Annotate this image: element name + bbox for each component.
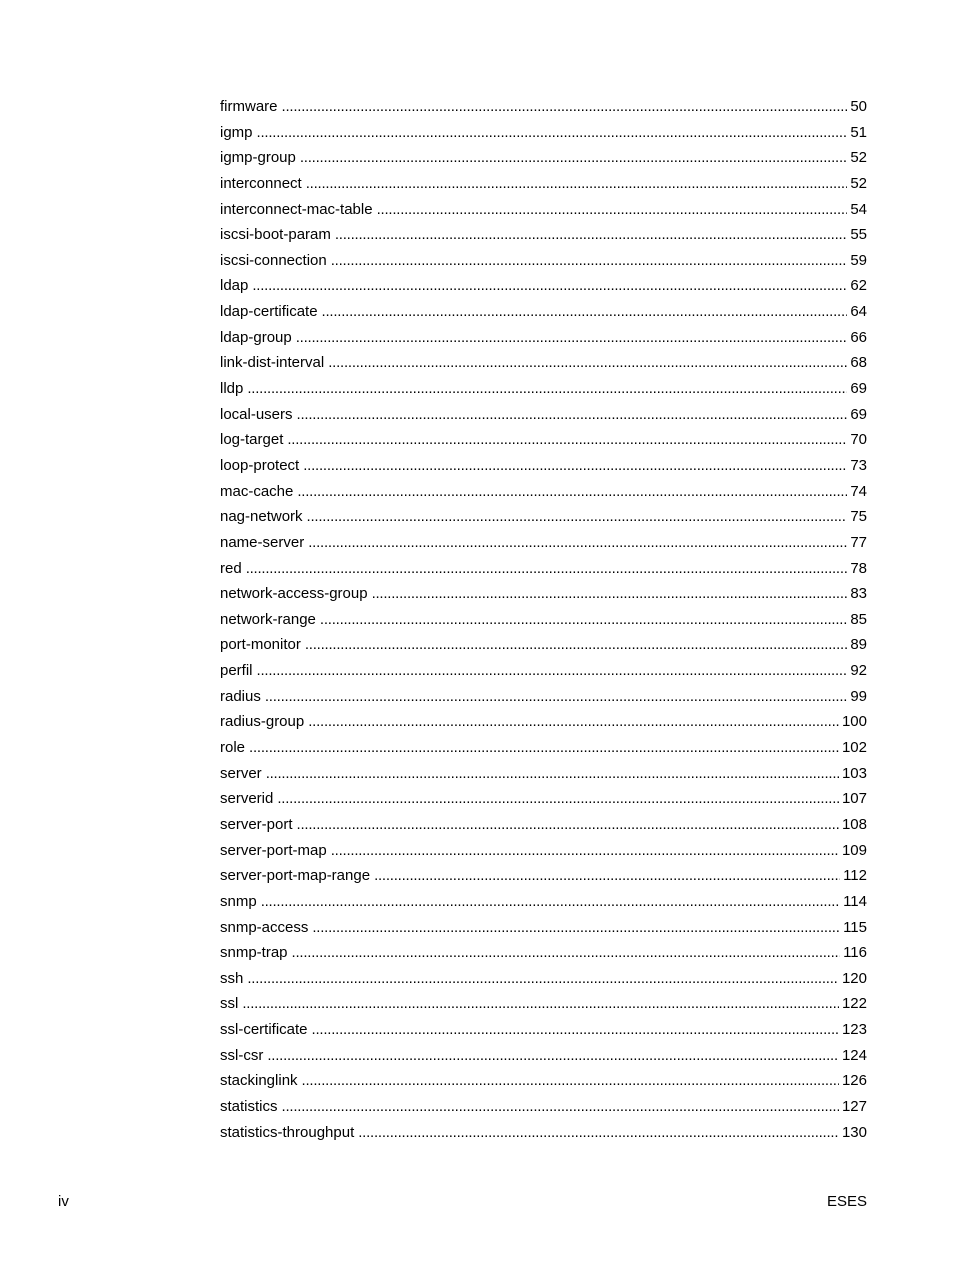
toc-entry-page-number[interactable]: 116 — [843, 944, 867, 962]
toc-entry-page-number[interactable]: 69 — [850, 380, 867, 398]
dot-leader — [308, 709, 839, 735]
dot-leader — [266, 761, 839, 787]
toc-entry-title[interactable]: mac-cache — [220, 482, 294, 500]
toc-entry[interactable] — [220, 427, 867, 453]
toc-entry-page-number[interactable]: 89 — [850, 636, 867, 654]
toc-entry[interactable] — [220, 402, 867, 428]
toc-entry-title[interactable]: server-port-map — [220, 841, 327, 859]
dot-leader — [297, 812, 839, 838]
dot-leader — [247, 966, 839, 992]
toc-entry-page-number[interactable]: 62 — [850, 277, 867, 295]
toc-entry-page-number[interactable]: 114 — [843, 892, 867, 910]
dot-leader — [306, 171, 848, 197]
toc-entry-page-number[interactable]: 64 — [850, 303, 867, 321]
toc-entry-page-number[interactable]: 100 — [841, 713, 867, 731]
toc-entry-page-number[interactable]: 85 — [850, 610, 867, 628]
toc-entry-title[interactable]: igmp — [220, 123, 253, 141]
dot-leader — [249, 735, 839, 761]
toc-entry[interactable] — [220, 350, 867, 376]
toc-entry-title[interactable]: ldap — [220, 277, 249, 295]
toc-entry-title[interactable]: ssl-csr — [220, 1046, 264, 1064]
toc-entry[interactable] — [220, 658, 867, 684]
toc-entry[interactable] — [220, 709, 867, 735]
toc-entry-title[interactable]: port-monitor — [220, 636, 301, 654]
toc-entry[interactable] — [220, 581, 867, 607]
dot-leader — [300, 145, 847, 171]
dot-leader — [307, 504, 848, 530]
toc-entry-title[interactable]: serverid — [220, 790, 274, 808]
dot-leader — [358, 1120, 839, 1146]
dot-leader — [377, 197, 848, 223]
toc-entry[interactable] — [220, 991, 867, 1017]
toc-entry-title[interactable]: snmp-trap — [220, 944, 288, 962]
toc-entry-page-number[interactable]: 52 — [850, 149, 867, 167]
dot-leader — [374, 863, 840, 889]
toc-entry-page-number[interactable]: 78 — [850, 559, 867, 577]
toc-entry-page-number[interactable]: 120 — [841, 969, 867, 987]
toc-entry[interactable] — [220, 248, 867, 274]
toc-entry-page-number[interactable]: 126 — [841, 1072, 867, 1090]
toc-entry-page-number[interactable]: 115 — [843, 918, 867, 936]
toc-entry-title[interactable]: ldap-certificate — [220, 303, 318, 321]
toc-entry-title[interactable]: firmware — [220, 98, 278, 115]
toc-entry-page-number[interactable]: 112 — [843, 867, 867, 885]
toc-entry[interactable] — [220, 453, 867, 479]
dot-leader — [247, 376, 847, 402]
dot-leader — [328, 350, 847, 376]
dot-leader — [257, 120, 848, 146]
toc-entry[interactable] — [220, 530, 867, 556]
toc-entry[interactable] — [220, 607, 867, 633]
toc-entry-title[interactable]: igmp-group — [220, 149, 296, 167]
toc-entry[interactable] — [220, 556, 867, 582]
toc-entry-title[interactable]: log-target — [220, 431, 284, 449]
toc-entry-page-number[interactable]: 51 — [850, 123, 867, 141]
toc-entry-page-number[interactable]: 50 — [850, 98, 867, 115]
toc-entry-title[interactable]: nag-network — [220, 508, 303, 526]
dot-leader — [312, 1017, 839, 1043]
toc-entry-title[interactable]: statistics-throughput — [220, 1123, 355, 1141]
toc-entry[interactable] — [220, 863, 867, 889]
toc-entry-page-number[interactable]: 68 — [850, 354, 867, 372]
dot-leader — [297, 479, 847, 505]
toc-entry[interactable] — [220, 1043, 867, 1069]
toc-entry-title[interactable]: loop-protect — [220, 456, 300, 474]
toc-entry-page-number[interactable]: 127 — [841, 1097, 867, 1115]
dot-leader — [372, 581, 848, 607]
toc-entry-page-number[interactable]: 66 — [850, 328, 867, 346]
dot-leader — [282, 1094, 839, 1120]
toc-entry[interactable] — [220, 120, 867, 146]
toc-entry[interactable] — [220, 171, 867, 197]
toc-entry-page-number[interactable]: 130 — [841, 1123, 867, 1141]
toc-entry-page-number[interactable]: 69 — [850, 405, 867, 423]
toc-entry-title[interactable]: radius-group — [220, 713, 305, 731]
toc-entry-title[interactable]: snmp — [220, 892, 257, 910]
toc-entry[interactable] — [220, 222, 867, 248]
footer-locale: ESES — [826, 1193, 867, 1210]
toc-entry[interactable] — [220, 812, 867, 838]
toc-entry-page-number[interactable]: 77 — [850, 533, 867, 551]
toc-entry[interactable] — [220, 684, 867, 710]
dot-leader — [335, 222, 847, 248]
dot-leader — [308, 530, 847, 556]
toc-entry-title[interactable]: local-users — [220, 405, 293, 423]
dot-leader — [322, 299, 848, 325]
dot-leader — [320, 607, 847, 633]
toc-entry-title[interactable]: interconnect — [220, 174, 302, 192]
dot-leader — [277, 786, 839, 812]
page-number: iv — [58, 1193, 69, 1210]
toc-entry-page-number[interactable]: 59 — [850, 251, 867, 269]
toc-entry-title[interactable]: ssl — [220, 995, 239, 1013]
toc-entry[interactable] — [220, 376, 867, 402]
toc-entry-title[interactable]: radius — [220, 687, 261, 705]
toc-entry-page-number[interactable]: 103 — [841, 764, 867, 782]
toc-entry-page-number[interactable]: 52 — [850, 174, 867, 192]
toc-entry-page-number[interactable]: 92 — [850, 662, 867, 680]
toc-entry-page-number[interactable]: 74 — [850, 482, 867, 500]
dot-leader — [252, 273, 847, 299]
toc-entry[interactable] — [220, 273, 867, 299]
toc-entry-title[interactable]: ssl-certificate — [220, 1021, 308, 1039]
toc-entry[interactable] — [220, 299, 867, 325]
dot-leader — [331, 838, 839, 864]
dot-leader — [312, 915, 840, 941]
toc-entry[interactable] — [220, 504, 867, 530]
toc-entry-page-number[interactable]: 108 — [841, 815, 867, 833]
toc-entry-title[interactable]: perfil — [220, 662, 253, 680]
table-of-contents — [220, 94, 867, 1145]
dot-leader — [297, 402, 848, 428]
toc-entry[interactable] — [220, 761, 867, 787]
toc-entry-title[interactable]: stackinglink — [220, 1072, 298, 1090]
toc-entry[interactable] — [220, 94, 867, 120]
toc-entry[interactable] — [220, 145, 867, 171]
toc-entry-page-number[interactable]: 124 — [841, 1046, 867, 1064]
toc-entry-page-number[interactable]: 102 — [841, 739, 867, 757]
toc-entry-page-number[interactable]: 70 — [850, 431, 867, 449]
toc-entry[interactable] — [220, 632, 867, 658]
toc-entry-title[interactable]: network-access-group — [220, 585, 368, 603]
toc-entry-title[interactable]: link-dist-interval — [220, 354, 325, 372]
toc-entry-title[interactable]: statistics — [220, 1097, 278, 1115]
toc-entry-title[interactable]: ldap-group — [220, 328, 292, 346]
toc-entry[interactable] — [220, 479, 867, 505]
toc-entry[interactable] — [220, 889, 867, 915]
toc-entry[interactable] — [220, 838, 867, 864]
toc-entry-title[interactable]: name-server — [220, 533, 305, 551]
toc-entry-title[interactable]: iscsi-boot-param — [220, 226, 331, 244]
toc-entry-page-number[interactable]: 122 — [841, 995, 867, 1013]
dot-leader — [331, 248, 848, 274]
toc-entry-page-number[interactable]: 109 — [841, 841, 867, 859]
toc-entry-title[interactable]: interconnect-mac-table — [220, 200, 373, 218]
toc-entry-page-number[interactable]: 107 — [841, 790, 867, 808]
toc-entry-title[interactable]: snmp-access — [220, 918, 309, 936]
toc-entry-title[interactable]: server — [220, 764, 262, 782]
toc-entry[interactable] — [220, 1017, 867, 1043]
toc-entry-page-number[interactable]: 99 — [850, 687, 867, 705]
toc-entry-page-number[interactable]: 73 — [850, 456, 867, 474]
dot-leader — [267, 1043, 839, 1069]
toc-entry-page-number[interactable]: 75 — [850, 508, 867, 526]
toc-entry-title[interactable]: red — [220, 559, 242, 577]
toc-entry-title[interactable]: network-range — [220, 610, 316, 628]
dot-leader — [261, 889, 840, 915]
dot-leader — [292, 940, 841, 966]
toc-entry[interactable] — [220, 735, 867, 761]
toc-entry[interactable] — [220, 1120, 867, 1146]
toc-entry-title[interactable]: server-port-map-range — [220, 867, 371, 885]
toc-entry-title[interactable]: iscsi-connection — [220, 251, 327, 269]
dot-leader — [242, 991, 839, 1017]
dot-leader — [302, 1068, 839, 1094]
toc-entry[interactable] — [220, 1094, 867, 1120]
dot-leader — [257, 658, 848, 684]
toc-entry-page-number[interactable]: 83 — [850, 585, 867, 603]
toc-entry-page-number[interactable]: 55 — [850, 226, 867, 244]
toc-entry-title[interactable]: ssh — [220, 969, 244, 987]
toc-entry-title[interactable]: role — [220, 739, 246, 757]
dot-leader — [303, 453, 847, 479]
toc-entry[interactable] — [220, 940, 867, 966]
toc-entry-page-number[interactable]: 54 — [850, 200, 867, 218]
toc-entry[interactable] — [220, 1068, 867, 1094]
toc-entry-title[interactable]: server-port — [220, 815, 293, 833]
toc-entry[interactable] — [220, 325, 867, 351]
dot-leader — [282, 94, 848, 120]
toc-entry-title[interactable]: lldp — [220, 380, 244, 398]
toc-entry[interactable] — [220, 915, 867, 941]
dot-leader — [265, 684, 847, 710]
toc-entry[interactable] — [220, 966, 867, 992]
dot-leader — [287, 427, 847, 453]
dot-leader — [305, 632, 847, 658]
dot-leader — [296, 325, 848, 351]
toc-entry[interactable] — [220, 197, 867, 223]
toc-entry-page-number[interactable]: 123 — [841, 1021, 867, 1039]
toc-entry[interactable] — [220, 786, 867, 812]
dot-leader — [246, 556, 848, 582]
